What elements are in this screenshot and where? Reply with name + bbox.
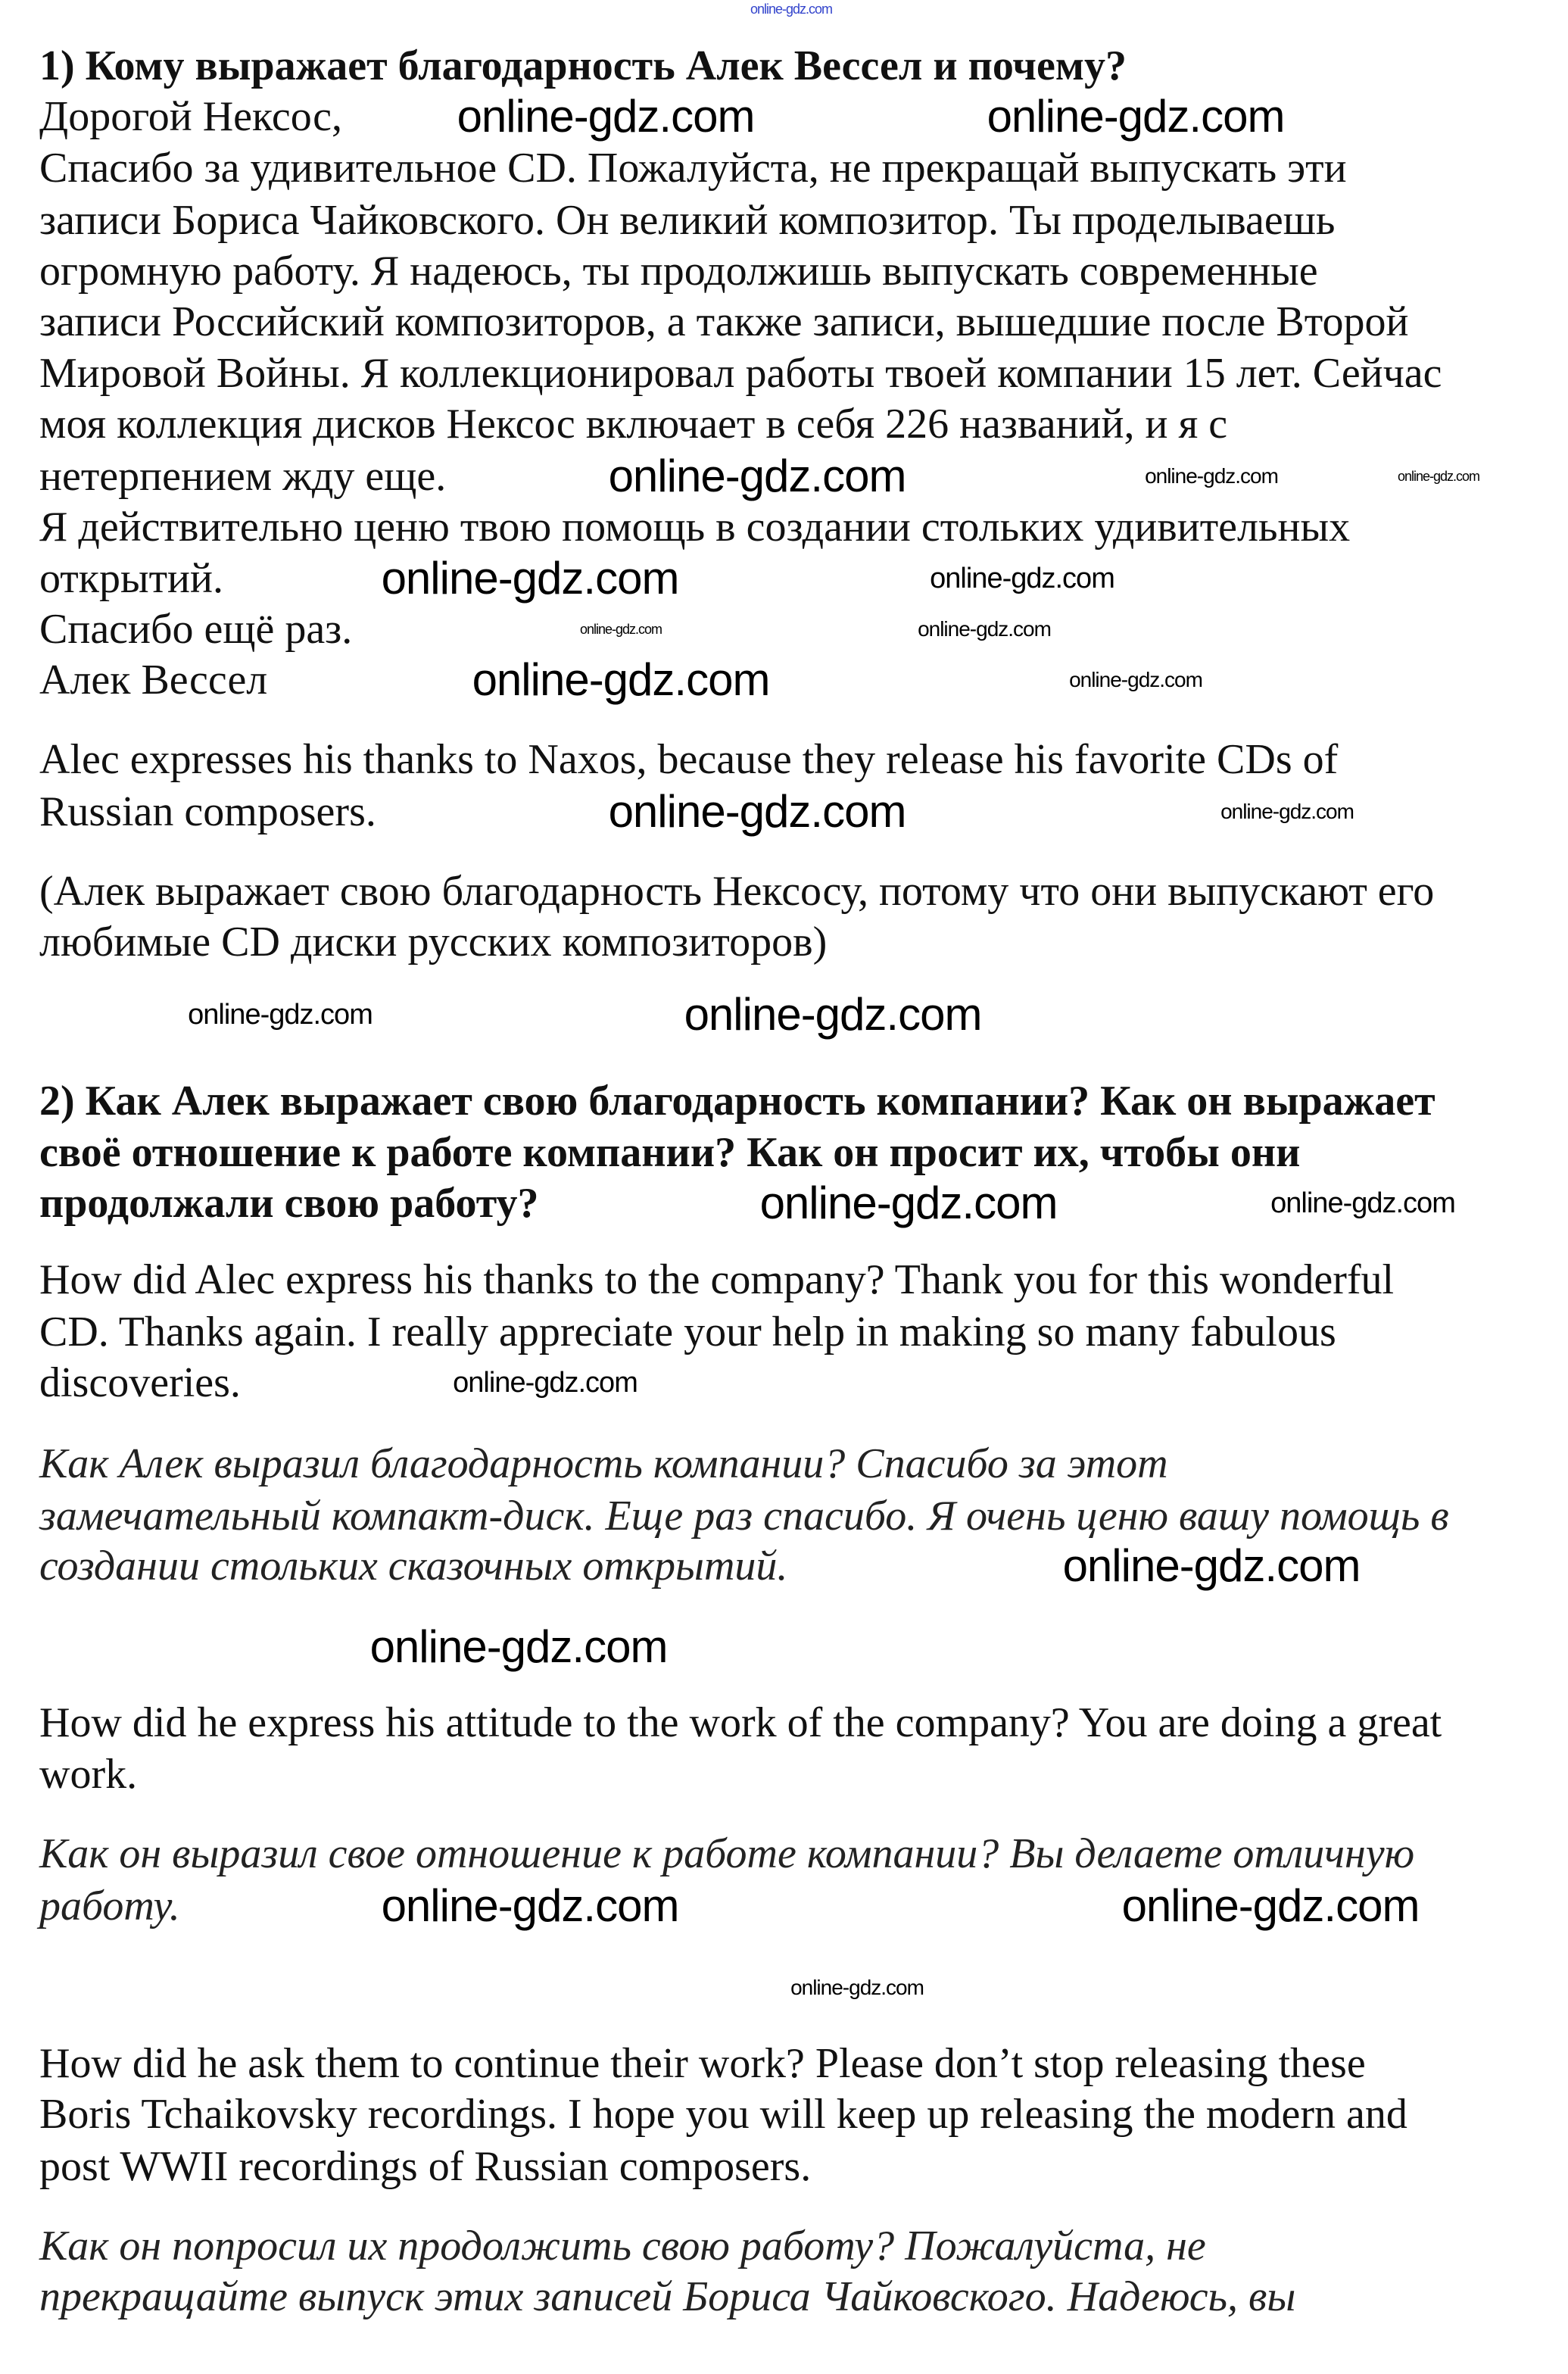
answer-en: How did he ask them to continue their work? Please don’t stop releasing these	[39, 2040, 1366, 2087]
answer-en: Alec expresses his thanks to Naxos, because they release his favorite CDs of	[39, 736, 1339, 783]
question-1-title: 1) Кому выражает благодарность Алек Вессел и почему?	[39, 42, 1127, 89]
watermark: online-gdz.com	[918, 617, 1051, 641]
watermark: online-gdz.com	[790, 1976, 924, 1999]
answer-ru: прекращайте выпуск этих записей Бориса Чайковского. Надеюсь, вы	[39, 2273, 1296, 2320]
watermark: online-gdz.com	[472, 654, 770, 705]
answer-en: discoveries.	[39, 1359, 241, 1406]
letter-line: Алек Вессел	[39, 657, 268, 703]
watermark: online-gdz.com	[369, 1621, 668, 1672]
answer-ru: Как Алек выразил благодарность компании? Спасибо за этот	[39, 1440, 1168, 1487]
letter-line: записи Бориса Чайковского. Он великий композитор. Ты проделываешь	[39, 197, 1336, 244]
letter-line: Спасибо ещё раз.	[39, 606, 353, 653]
answer-ru: Как он попросил их продолжить свою работу? Пожалуйста, не	[39, 2223, 1206, 2269]
answer-en: Russian composers.	[39, 788, 376, 835]
watermark: online-gdz.com	[608, 786, 906, 837]
watermark: online-gdz.com	[381, 1880, 679, 1931]
letter-line: Спасибо за удивительное CD. Пожалуйста, не прекращай выпускать эти	[39, 145, 1347, 192]
letter-line: Я действительно ценю твою помощь в создании стольких удивительных	[39, 504, 1351, 551]
answer-en: CD. Thanks again. I really appreciate your help in making so many fabulous	[39, 1309, 1336, 1355]
watermark: online-gdz.com	[608, 451, 906, 501]
letter-line: огромную работу. Я надеюсь, ты продолжишь выпускать современные	[39, 248, 1318, 295]
watermark: online-gdz.com	[1397, 469, 1480, 484]
watermark: online-gdz.com	[453, 1367, 637, 1399]
answer-en: post WWII recordings of Russian composers.	[39, 2143, 812, 2190]
watermark: online-gdz.com	[188, 999, 373, 1031]
letter-line: записи Российский композиторов, а также записи, вышедшие после Второй	[39, 298, 1409, 345]
answer-en: How did he express his attitude to the work of the company? You are doing a great	[39, 1699, 1442, 1746]
question-2-title: продолжали свою работу?	[39, 1180, 539, 1227]
watermark: online-gdz.com	[759, 1178, 1058, 1228]
watermark: online-gdz.com	[1220, 800, 1354, 823]
watermark: online-gdz.com	[381, 553, 679, 604]
watermark: online-gdz.com	[1069, 668, 1202, 691]
answer-en: How did Alec express his thanks to the company? Thank you for this wonderful	[39, 1256, 1395, 1303]
answer-en: work.	[39, 1751, 138, 1798]
answer-en: Boris Tchaikovsky recordings. I hope you will keep up releasing the modern and	[39, 2091, 1407, 2138]
watermark: online-gdz.com	[987, 91, 1285, 142]
header-watermark: online-gdz.com	[750, 2, 833, 17]
question-2-title: 2) Как Алек выражает свою благодарность компании? Как он выражает	[39, 1078, 1436, 1125]
watermark: online-gdz.com	[684, 989, 982, 1040]
watermark: online-gdz.com	[930, 563, 1114, 594]
watermark: online-gdz.com	[1062, 1540, 1361, 1591]
answer-ru: работу.	[39, 1883, 180, 1929]
letter-line: Дорогой Нексос,	[39, 93, 342, 140]
letter-line: моя коллекция дисков Нексос включает в себя 226 названий, и я с	[39, 401, 1228, 448]
question-2-title: своё отношение к работе компании? Как он просит их, чтобы они	[39, 1129, 1301, 1176]
letter-line: открытий.	[39, 555, 223, 602]
answer-ru: Как он выразил свое отношение к работе компании? Вы делаете отличную	[39, 1830, 1415, 1877]
watermark: online-gdz.com	[1270, 1187, 1455, 1219]
watermark: online-gdz.com	[457, 91, 755, 142]
answer-ru: замечательный компакт-диск. Еще раз спасибо. Я очень ценю вашу помощь в	[39, 1493, 1449, 1540]
answer-ru: (Алек выражает свою благодарность Нексосу, потому что они выпускают его	[39, 868, 1435, 915]
watermark: online-gdz.com	[579, 622, 662, 637]
watermark: online-gdz.com	[1145, 464, 1278, 488]
answer-ru: создании стольких сказочных открытий.	[39, 1543, 788, 1589]
answer-ru: любимые CD диски русских композиторов)	[39, 919, 828, 966]
letter-line: Мировой Войны. Я коллекционировал работы твоей компании 15 лет. Сейчас	[39, 350, 1442, 397]
letter-line: нетерпением жду еще.	[39, 453, 447, 500]
watermark: online-gdz.com	[1121, 1880, 1420, 1931]
